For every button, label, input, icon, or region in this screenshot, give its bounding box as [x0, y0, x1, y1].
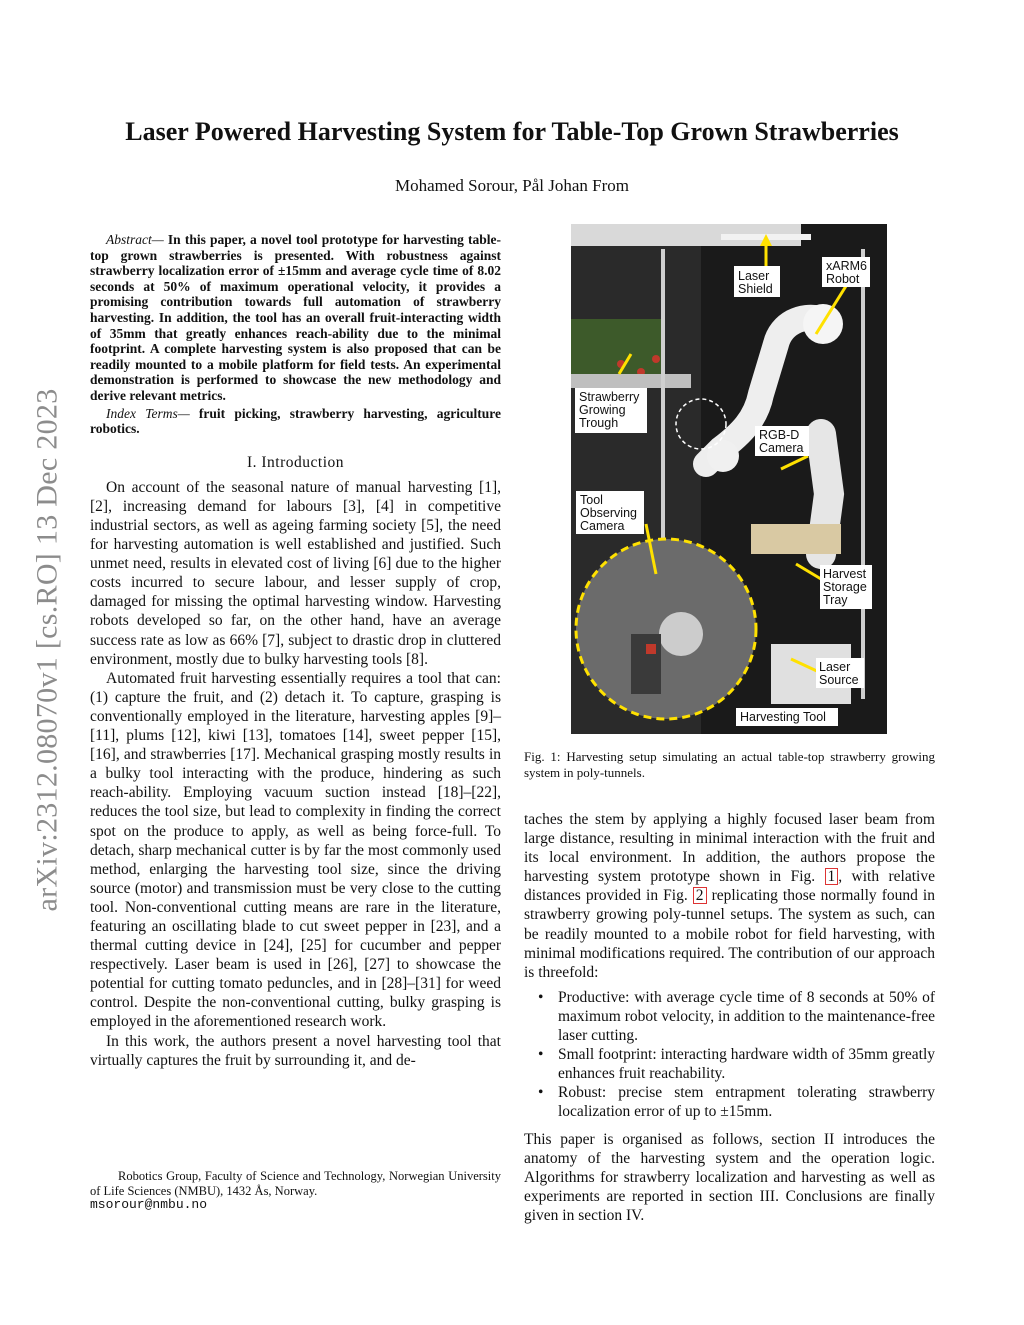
right-p1-text-c: replicating those normally found in strawberry growing poly-tunnel setups. The system as such, can be readily mounted to a mobile robot for field harvesting, with minimal modifications required. The contribution of our approach is threefold:	[524, 887, 935, 981]
abstract-text: In this paper, a novel tool prototype for harvesting table-top grown strawberries is presented. With robustness against strawberry localization error of ±15mm and average cycle time of 8.02 seconds at 50% of maximum operational velocity, it provides a promising contribution towards full automation of strawberry harvesting. In addition, the tool has an overall fruit-interacting width of 35mm that greatly enhances reach-ability due to the minimal footprint. A complete harvesting system is also proposed that can be readily mounted to a mobile platform for field tests. An experimental demonstration is performed to showcase the new methodology and derive relevant metrics.	[90, 232, 501, 403]
right-paragraph-1	[524, 810, 935, 982]
left-column	[90, 232, 501, 1070]
tool-indicator	[646, 644, 656, 654]
figure-1	[571, 224, 887, 734]
right-p1-text-a: taches the stem by applying a highly focused laser beam from large distance, resulting in minimal interaction with the fruit and its local environment. In addition, the authors propose the harvesting system prototype shown in Fig.	[524, 811, 935, 886]
figure-1-photo	[571, 224, 887, 734]
fig-1-reference-link[interactable]: 1	[825, 868, 839, 885]
contribution-item-footprint: • Small footprint: interacting hardware width of 35mm greatly enhances fruit reachability.	[524, 1045, 935, 1083]
intro-paragraph-1: On account of the seasonal nature of manual harvesting [1], [2], increasing demand for labours [3], [4] in competitive industrial sectors, as well as ageing farming society [5], the need for harvesting automation is well established and justified. Such unmet need, results in elevated cost of living [6] due to the higher costs incurred to secure labour, and lesser supply of crop, damaged for missing the optimal harvesting window. Harvesting robots developed so far, on the other hand, have an average success rate as low as 66% [7], subject to drastic drop in cluttered environment, mostly due to bulky harvesting tools [8].	[90, 478, 501, 668]
label-toolcam-1: Tool	[580, 493, 603, 507]
index-terms-text: fruit picking, strawberry harvesting, agriculture robotics.	[90, 405, 501, 437]
intro-paragraph-2: Automated fruit harvesting essentially requires a tool that can: (1) capture the fruit, and (2) detach it. To capture, grasping is conventionally employed in the literature, harvesting apples [9]–[11], plums [12], kiwi [13], tomatoes [14], sweet pepper [15], [16], and strawberries [17]. Mechanical grasping mostly results in a bulky tool interacting with the produce, hindering as such reach-ability. Employing vacuum suction instead [18]–[22], reduces the tool size, but lead to complexity in finding the correct spot on the produce to apply, as well as being force-full. To detach, sharp mechanical cutter is by far the most commonly used method, enlarging the harvesting tool size, since the driving source (motor) and transmission must be very close to the cutting tool. Non-conventional cutting means are rare in the literature, featuring an oscillating blade to cut sweet pepper in [23], and a thermal cutting device in [24], [25] for cucumber and pepper respectively. Laser beam is used in [26], [27] to showcase the potential for cutting tomato peduncles, and in [28]–[31] for weed control. Despite the non-conventional cutting, bulky grasping is employed in the aforementioned research work.	[90, 669, 501, 1031]
label-tray-1: Harvest	[823, 567, 867, 581]
index-terms	[90, 406, 501, 437]
label-laser-shield-1: Laser	[738, 269, 770, 283]
frame-post	[861, 249, 865, 699]
footnote-affiliation: Robotics Group, Faculty of Science and Technology, Norwegian University of Life Sciences (NMBU), 1432 Ås, Norway.	[90, 1169, 501, 1198]
growing-trough	[571, 374, 691, 388]
label-toolcam-2: Observing	[580, 506, 637, 520]
fig-2-reference-link[interactable]: 2	[693, 887, 707, 904]
arxiv-watermark	[27, 350, 67, 950]
label-trough-3: Trough	[579, 416, 619, 430]
section-heading-introduction: I. Introduction	[246, 453, 345, 471]
label-xarm-1: xARM6	[826, 259, 867, 273]
label-laser-source-1: Laser	[819, 660, 851, 674]
label-trough-2: Growing	[579, 403, 626, 417]
label-laser-source-2: Source	[819, 673, 859, 687]
arxiv-id: arXiv:2312.08070v1 [cs.RO] 13 Dec 2023	[30, 388, 64, 912]
label-rgbd-2: Camera	[759, 441, 804, 455]
contribution-list	[524, 988, 935, 1122]
tool-disk	[659, 612, 703, 656]
label-rgbd-1: RGB-D	[759, 428, 800, 442]
tool-body	[631, 634, 661, 694]
footnote-email[interactable]: msorour@nmbu.no	[90, 1197, 208, 1212]
harvest-tray	[751, 524, 841, 554]
abstract	[90, 232, 501, 404]
label-tray-3: Tray	[823, 593, 848, 607]
right-paragraph-2: This paper is organised as follows, section II introduces the anatomy of the harvesting system and the operation logic. Algorithms for strawberry localization and harvesting as well as experiments are reported in section III. Conclusions are finally given in section IV.	[524, 1130, 935, 1224]
strawberry-plants	[571, 319, 661, 379]
intro-paragraph-3: In this work, the authors present a novel harvesting tool that virtually captures the fruit by surrounding it, and de-	[90, 1032, 501, 1069]
contribution-item-robust: • Robust: precise stem entrapment tolerating strawberry localization error of up to ±15mm.	[524, 1083, 935, 1121]
label-trough-1: Strawberry	[579, 390, 640, 404]
abstract-label: Abstract—	[106, 232, 164, 247]
paper-authors: Mohamed Sorour, Pål Johan From	[395, 176, 629, 195]
label-xarm-2: Robot	[826, 272, 860, 286]
footnote	[90, 1169, 501, 1213]
contribution-item-productive: • Productive: with average cycle time of 8 seconds at 50% of maximum robot velocity, in addition to the maintenance-free laser cutting.	[524, 988, 935, 1045]
paper-title: Laser Powered Harvesting System for Table-Top Grown Strawberries	[125, 117, 899, 146]
right-p1-text-b: , with relative distances provided in Fig.	[524, 868, 935, 905]
robot-joint	[707, 440, 739, 472]
figure-1-caption: Fig. 1: Harvesting setup simulating an actual table-top strawberry growing system in poly-tunnels.	[524, 749, 935, 780]
label-toolcam-3: Camera	[580, 519, 625, 533]
label-laser-shield-2: Shield	[738, 282, 773, 296]
index-terms-label: Index Terms—	[106, 405, 190, 421]
right-column	[524, 810, 935, 1225]
label-harvesting-tool: Harvesting Tool	[740, 710, 826, 724]
strawberry-fruit	[652, 355, 660, 363]
label-tray-2: Storage	[823, 580, 867, 594]
